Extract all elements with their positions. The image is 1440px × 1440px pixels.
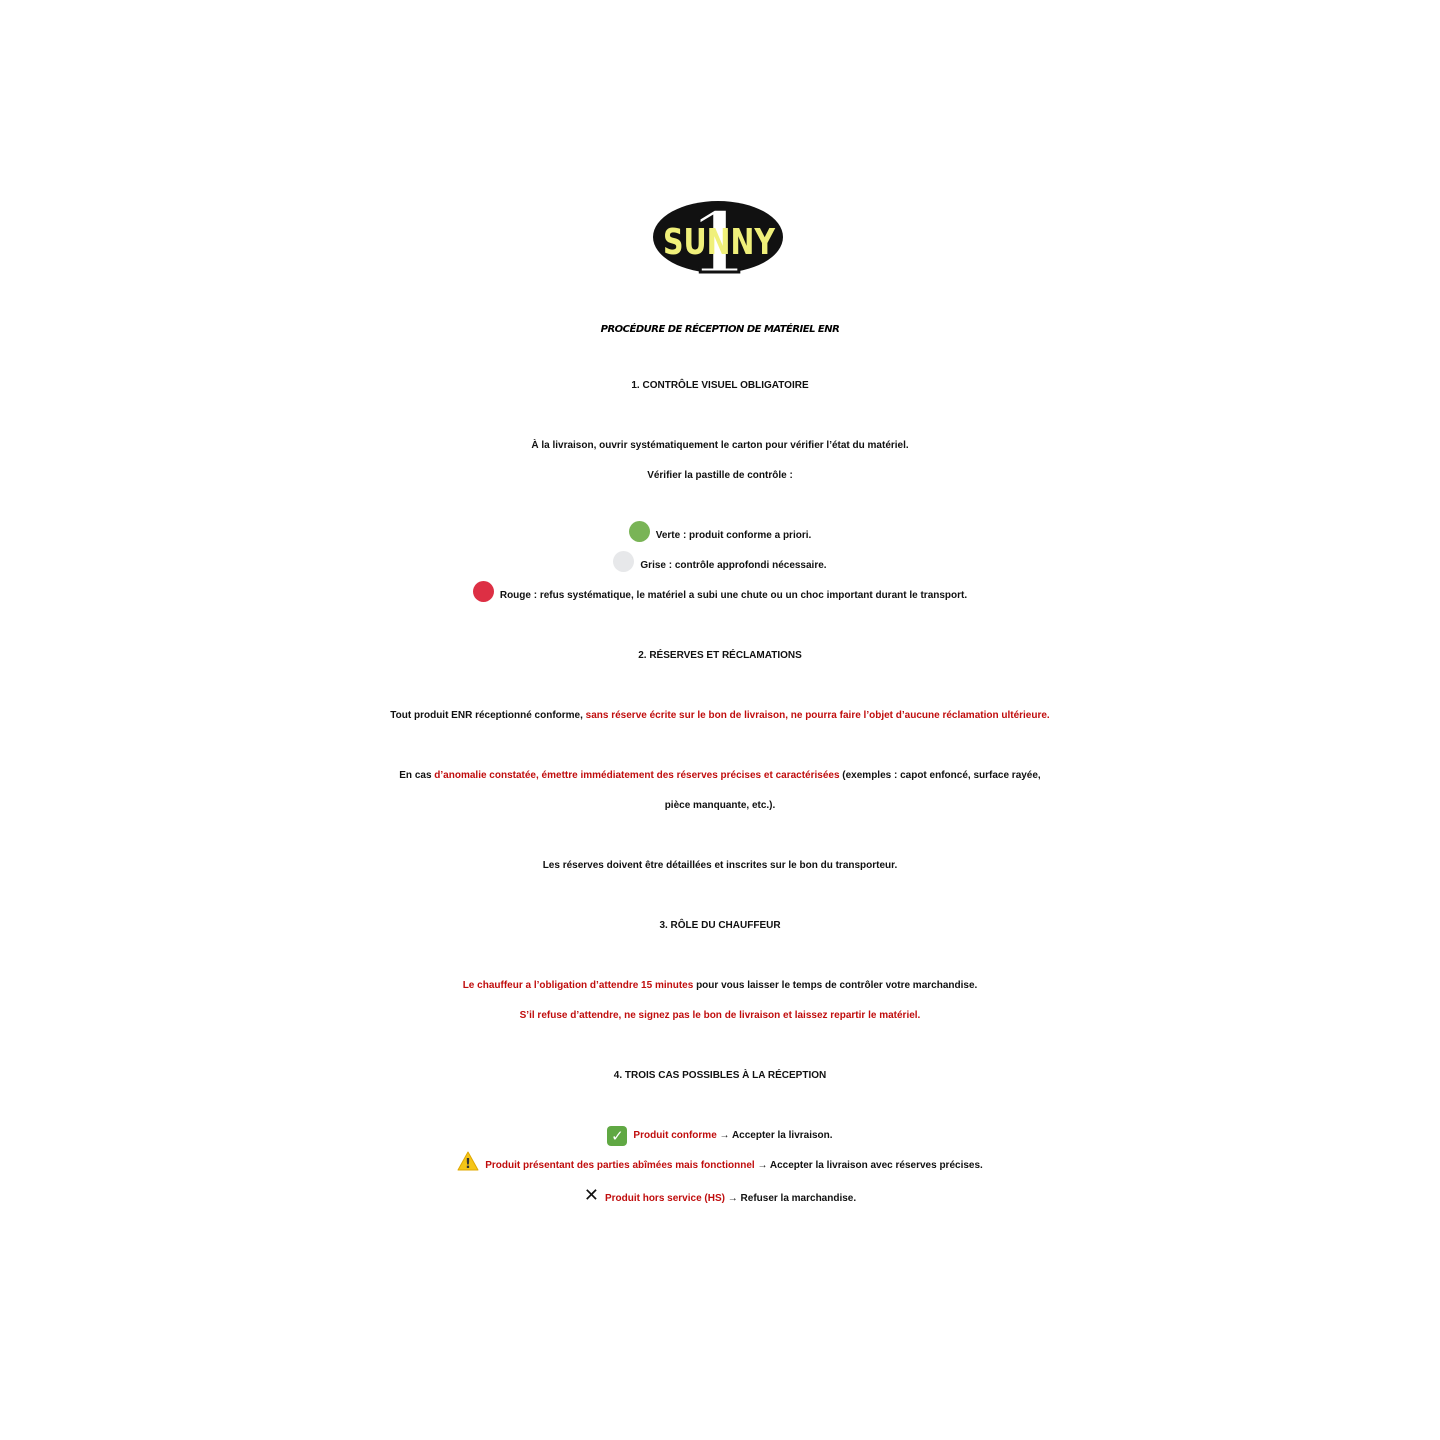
pastille-text-red: Rouge : refus systématique, le matériel a subi une chute ou un choc important durant le transport. bbox=[499, 590, 968, 601]
section2-p1-start: Tout produit ENR réceptionné conforme, bbox=[390, 710, 586, 721]
case-label-hs: Produit hors service (HS) bbox=[604, 1193, 725, 1204]
page-title: PROCÉDURE DE RÉCEPTION DE MATÉRIEL ENR bbox=[600, 324, 840, 335]
section1-intro-line2: Vérifier la pastille de contrôle : bbox=[647, 470, 793, 481]
pastille-item-green bbox=[0, 521, 1440, 551]
section3-heading: 3. RÔLE DU CHAUFFEUR bbox=[659, 920, 781, 931]
sunny-logo bbox=[651, 194, 785, 276]
case-arrow-abime: → bbox=[754, 1160, 770, 1171]
section2-paragraph3: Les réserves doivent être détaillées et inscrites sur le bon du transporteur. bbox=[542, 860, 898, 871]
section2-paragraph1 bbox=[0, 701, 1440, 731]
grey-dot-icon bbox=[613, 551, 634, 572]
sunny-logo-mark bbox=[651, 194, 785, 276]
section1-heading: 1. CONTRÔLE VISUEL OBLIGATOIRE bbox=[631, 380, 809, 391]
pastille-text-green: Verte : produit conforme a priori. bbox=[655, 530, 812, 541]
case-label-conforme: Produit conforme bbox=[633, 1130, 717, 1141]
section2-p2-end: (exemples : capot enfoncé, surface rayée, bbox=[839, 770, 1041, 781]
case-label-abime: Produit présentant des parties abîmées mais fonctionnel bbox=[485, 1160, 755, 1171]
logo-text: SUNNY bbox=[663, 222, 776, 263]
section4-heading: 4. TROIS CAS POSSIBLES À LA RÉCEPTION bbox=[613, 1070, 827, 1081]
section3-p1-red: Le chauffeur a l’obligation d’attendre 15 minutes bbox=[462, 980, 694, 991]
case-action-conforme: Accepter la livraison. bbox=[731, 1130, 833, 1141]
pastille-text-grey: Grise : contrôle approfondi nécessaire. bbox=[640, 560, 827, 571]
pastille-item-grey bbox=[0, 551, 1440, 581]
green-dot-icon bbox=[629, 521, 650, 542]
case-arrow-hs: → bbox=[724, 1193, 741, 1204]
checkmark-icon: ✓ bbox=[607, 1126, 627, 1146]
logo-numeral: 1 bbox=[688, 194, 748, 276]
section2-p2-start: En cas bbox=[399, 770, 435, 781]
cross-icon: ✕ bbox=[583, 1185, 599, 1206]
case-item-conforme bbox=[0, 1121, 1440, 1151]
section2-heading: 2. RÉSERVES ET RÉCLAMATIONS bbox=[638, 650, 802, 661]
warning-icon bbox=[457, 1151, 479, 1171]
section3-paragraph2: S’il refuse d’attendre, ne signez pas le bon de livraison et laissez repartir le matériel. bbox=[519, 1010, 921, 1021]
case-arrow-conforme: → bbox=[716, 1130, 732, 1141]
section3-p1-end: pour vous laisser le temps de contrôler votre marchandise. bbox=[693, 980, 978, 991]
warning-glyph: ! bbox=[465, 1157, 472, 1171]
pastille-item-red bbox=[0, 581, 1440, 611]
section2-paragraph2-line2: pièce manquante, etc.). bbox=[664, 800, 776, 811]
case-action-hs: Refuser la marchandise. bbox=[740, 1193, 857, 1204]
case-item-hs bbox=[0, 1181, 1440, 1214]
section2-p1-red: sans réserve écrite sur le bon de livraison, ne pourra faire l’objet d’aucune réclamation ultérieure. bbox=[585, 710, 1050, 721]
section3-paragraph1 bbox=[0, 971, 1440, 1001]
section1-intro-line1: À la livraison, ouvrir systématiquement le carton pour vérifier l’état du matériel. bbox=[531, 440, 909, 451]
case-action-abime: Accepter la livraison avec réserves précises. bbox=[769, 1160, 983, 1171]
case-item-abime bbox=[0, 1151, 1440, 1181]
section2-paragraph2-line1 bbox=[0, 761, 1440, 791]
red-dot-icon bbox=[473, 581, 494, 602]
section2-p2-red: d’anomalie constatée, émettre immédiatement des réserves précises et caractérisées bbox=[434, 770, 840, 781]
